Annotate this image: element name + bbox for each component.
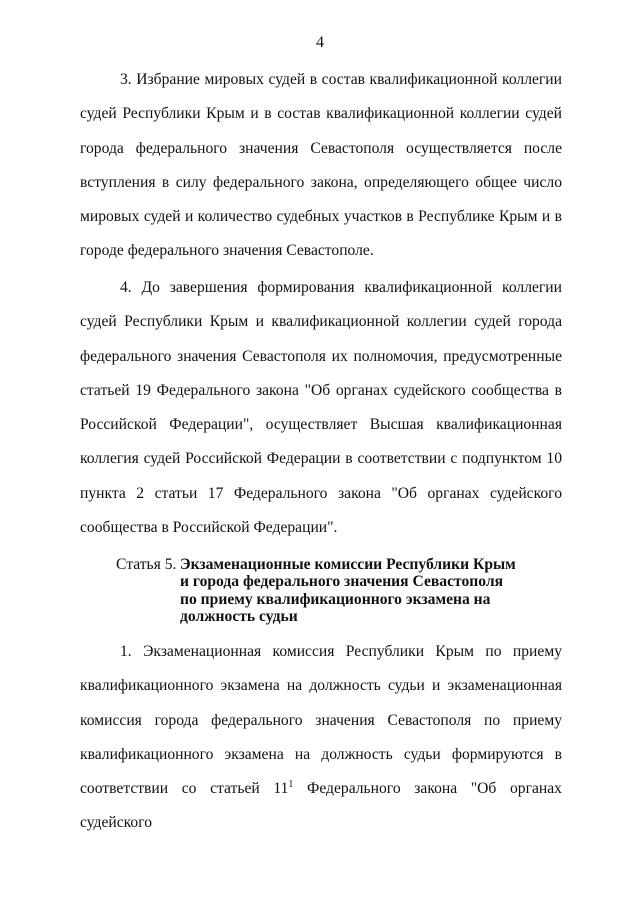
article-paragraph-1 [80,635,562,841]
paragraph-3-text: 3. Избрание мировых судей в состав квалификационной коллегии судей Республики Крым и в состав квалификационной коллегии судей города федерального значения Севастополя осуществляется после вступления в силу федерального закона, определяющего общее число мировых судей и количество судебных участков в Республике Крым и в городе федерального значения Севастополе. [80,71,562,260]
page-number: 4 [316,34,324,51]
article-label: Статья 5. [116,556,177,573]
article-title: Экзаменационные комиссии Республики Крым и города федерального значения Севастополя по приему квалификационного экзамена на должность судьи [180,556,516,625]
paragraph-4 [80,271,562,545]
paragraph-4-text: 4. До завершения формирования квалификационной коллегии судей Республики Крым и квалификационной коллегии судей города федерального значения Севастополя их полномочия, предусмотренные статьей 19 Федерального закона "Об органах судейского сообщества в Российской Федерации", осуществляет Высшая квалификационная коллегия судей Российской Федерации в соответствии с подпунктом 10 пункта 2 статьи 17 Федерального закона "Об органах судейского сообщества в Российской Федерации". [80,279,562,537]
paragraph-3 [80,63,562,269]
article-paragraph-text-tail: Федерального закона "Об органах судейского [80,780,562,832]
article-paragraph-text: 1. Экзаменационная комиссия Республики Крым по приему квалификационного экзамена на должность судьи и экзаменационная комиссия города федерального значения Севастополя по приему квалификационного экзамена на должность судьи формируются в соответствии со статьей 11 [80,643,562,798]
superscript-mark: 1 [288,779,294,790]
article-heading [116,556,556,625]
